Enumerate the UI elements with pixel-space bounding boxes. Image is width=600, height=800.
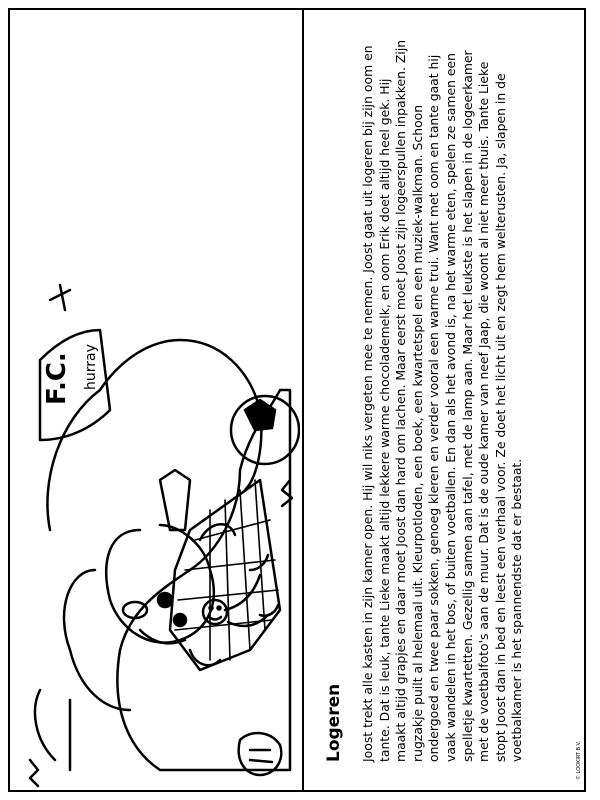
story-panel (304, 10, 574, 790)
story-title: Logeren (324, 683, 344, 762)
pennant-script: hurray (83, 344, 99, 390)
copyright (568, 700, 582, 780)
coloring-illustration (10, 10, 300, 790)
story-rotated (310, 22, 568, 782)
copyright-text: © LOOKIRT B.V. (576, 741, 582, 780)
pennant-text: F.C. (42, 352, 72, 405)
story-body: Joost trekt alle kasten in zijn kamer open. Hij wil niks vergeten mee te nemen. Joost gaat uit logeren bij zijn oom en tante. Dat is leuk, tante Lieke maakt altijd lekkere warme chocolademelk, en oom Erik doet altijd heel gek. Hij maakt altijd grapjes en daar moet Joost dan hard om lachen. Maar eerst moet Joost zijn logeerspullen inpakken. Zijn rugzakje puilt al helemaal uit. Kleurpotloden, een boek, een kwartetspel en een muziek-walkman. Schoon ondergoed en twee paar sokken, genoeg kleren en verder vooral een warme trui. Want met oom en tante gaat hij vaak wandelen in het bos, of buiten voetballen. En dan als het avond is, na het warme eten, spelen ze samen een spelletje kwartetten. Gezellig samen aan tafel, met de lamp aan. Maar het leukste is het slapen in de logeerkamer met de voetbalfoto's aan de muur. Dat is de oude kamer van neef Jaap, die woont al niet meer thuis. Tante Lieke stopt Joost dan in bed en leest een verhaal voor. Ze doet het licht uit en zegt hem welterusten. Ja, slapen in de voetbalkamer is het spannendste dat er bestaat. (360, 39, 525, 762)
bed-blanket (117, 390, 290, 770)
